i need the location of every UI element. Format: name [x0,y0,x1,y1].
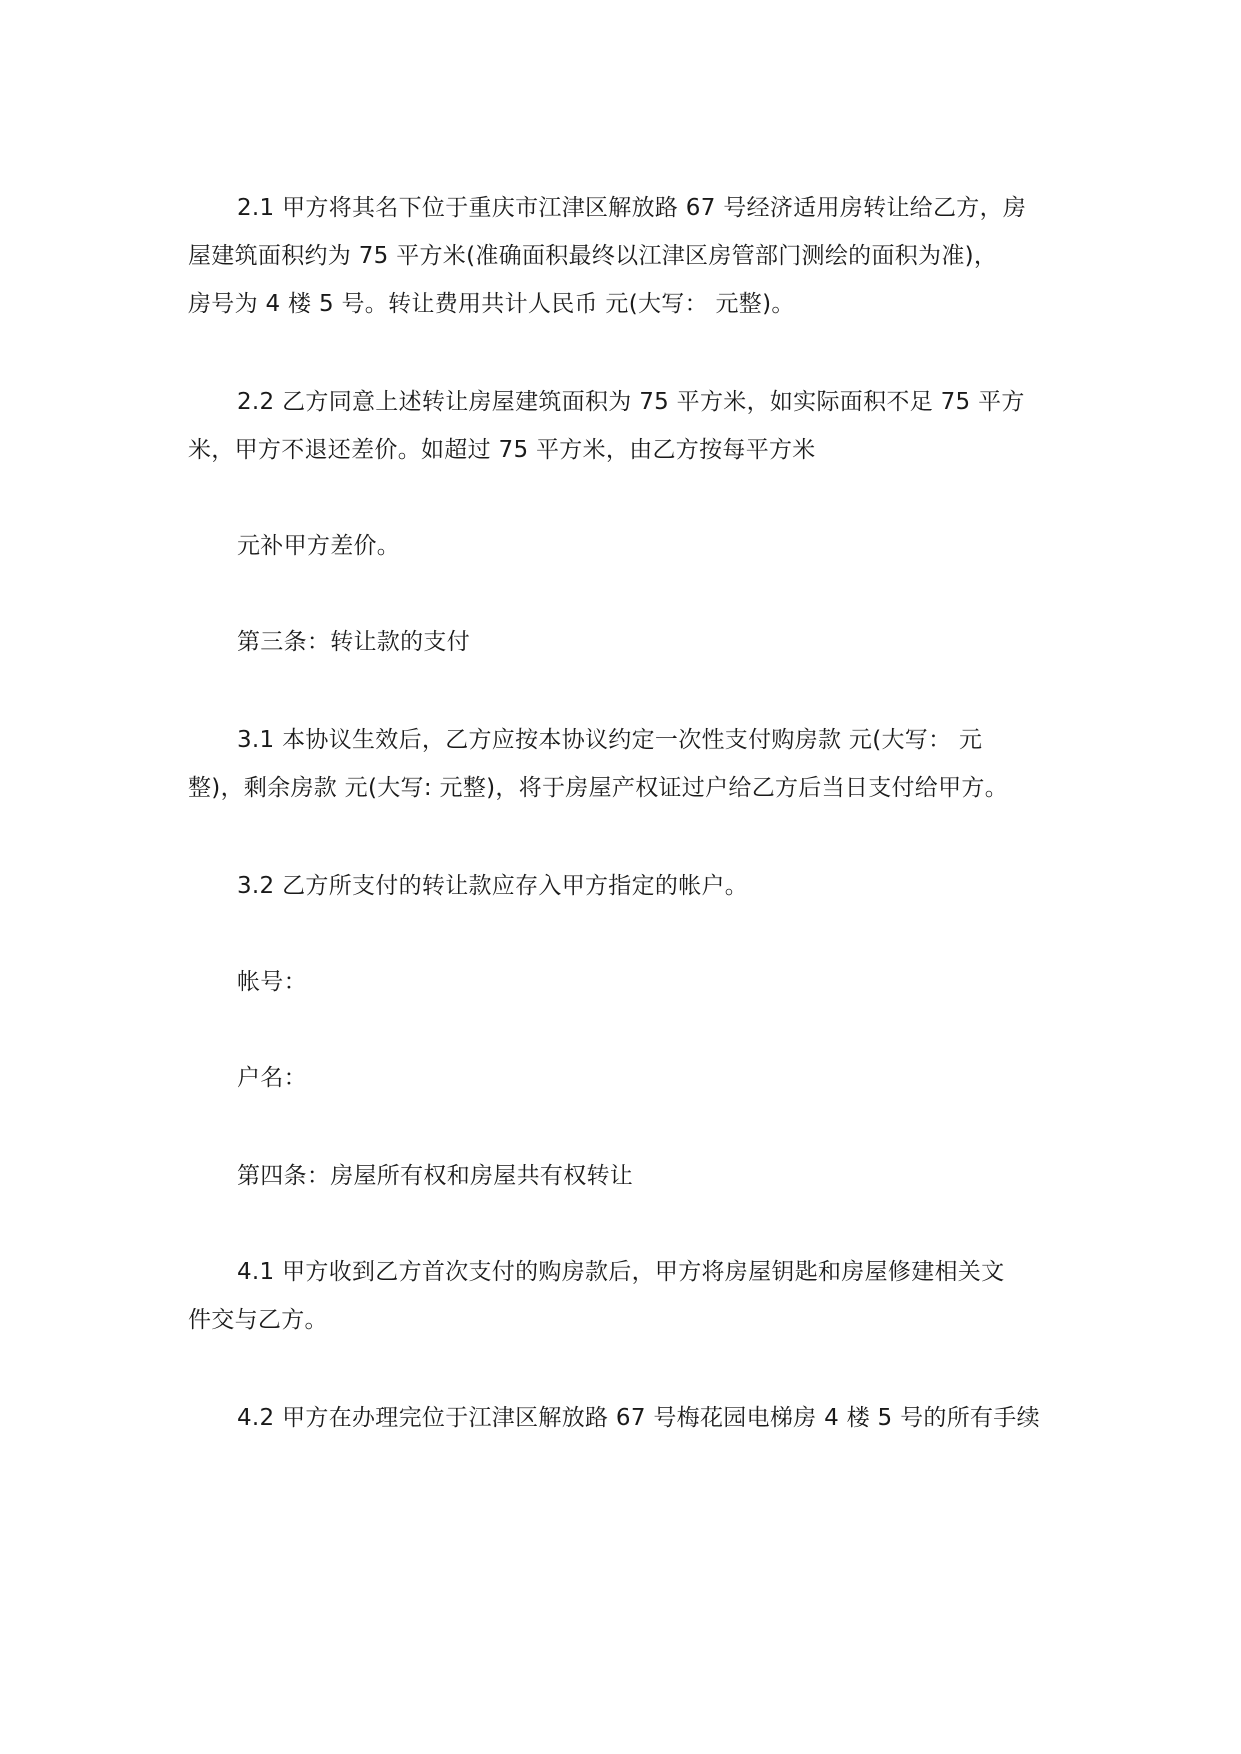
account-name-label [188,1054,1060,1102]
text-line: 第四条：房屋所有权和房屋共有权转让 [237,1163,634,1189]
text-line: 整)，剩余房款 元(大写: 元整)，将于房屋产权证过户给乙方后当日支付给甲方。 [188,775,1008,801]
clause-2-2 [188,378,1060,474]
clause-3-1 [188,716,1060,812]
clause-3-2 [188,862,1060,910]
text-line: 第三条：转让款的支付 [237,629,470,655]
text-line: 2.1 甲方将其名下位于重庆市江津区解放路 67 号经济适用房转让给乙方，房 [237,195,1027,221]
text-line: 件交与乙方。 [188,1307,328,1333]
clause-2-1 [188,184,1060,328]
text-line: 3.2 乙方所支付的转让款应存入甲方指定的帐户。 [237,873,749,899]
text-line: 2.2 乙方同意上述转让房屋建筑面积为 75 平方米，如实际面积不足 75 平方 [237,389,1025,415]
text-line: 房号为 4 楼 5 号。转让费用共计人民币 元(大写： 元整)。 [188,291,795,317]
text-line: 3.1 本协议生效后，乙方应按本协议约定一次性支付购房款 元(大写： 元 [237,727,983,753]
account-number-label [188,958,1060,1006]
text-line: 4.1 甲方收到乙方首次支付的购房款后，甲方将房屋钥匙和房屋修建相关文 [237,1259,1005,1285]
article-3-heading [188,618,1060,666]
text-line: 元补甲方差价。 [237,533,401,559]
article-4-heading [188,1152,1060,1200]
text-line: 4.2 甲方在办理完位于江津区解放路 67 号梅花园电梯房 4 楼 5 号的所有手续 [237,1405,1040,1431]
text-line: 帐号： [237,969,307,995]
text-line: 户名： [237,1065,307,1091]
clause-4-1 [188,1248,1060,1344]
clause-4-2 [188,1394,1060,1442]
text-line: 屋建筑面积约为 75 平方米(准确面积最终以江津区房管部门测绘的面积为准)， [188,243,998,269]
text-line: 米，甲方不退还差价。如超过 75 平方米，由乙方按每平方米 [188,437,816,463]
clause-2-2-continued [188,522,1060,570]
